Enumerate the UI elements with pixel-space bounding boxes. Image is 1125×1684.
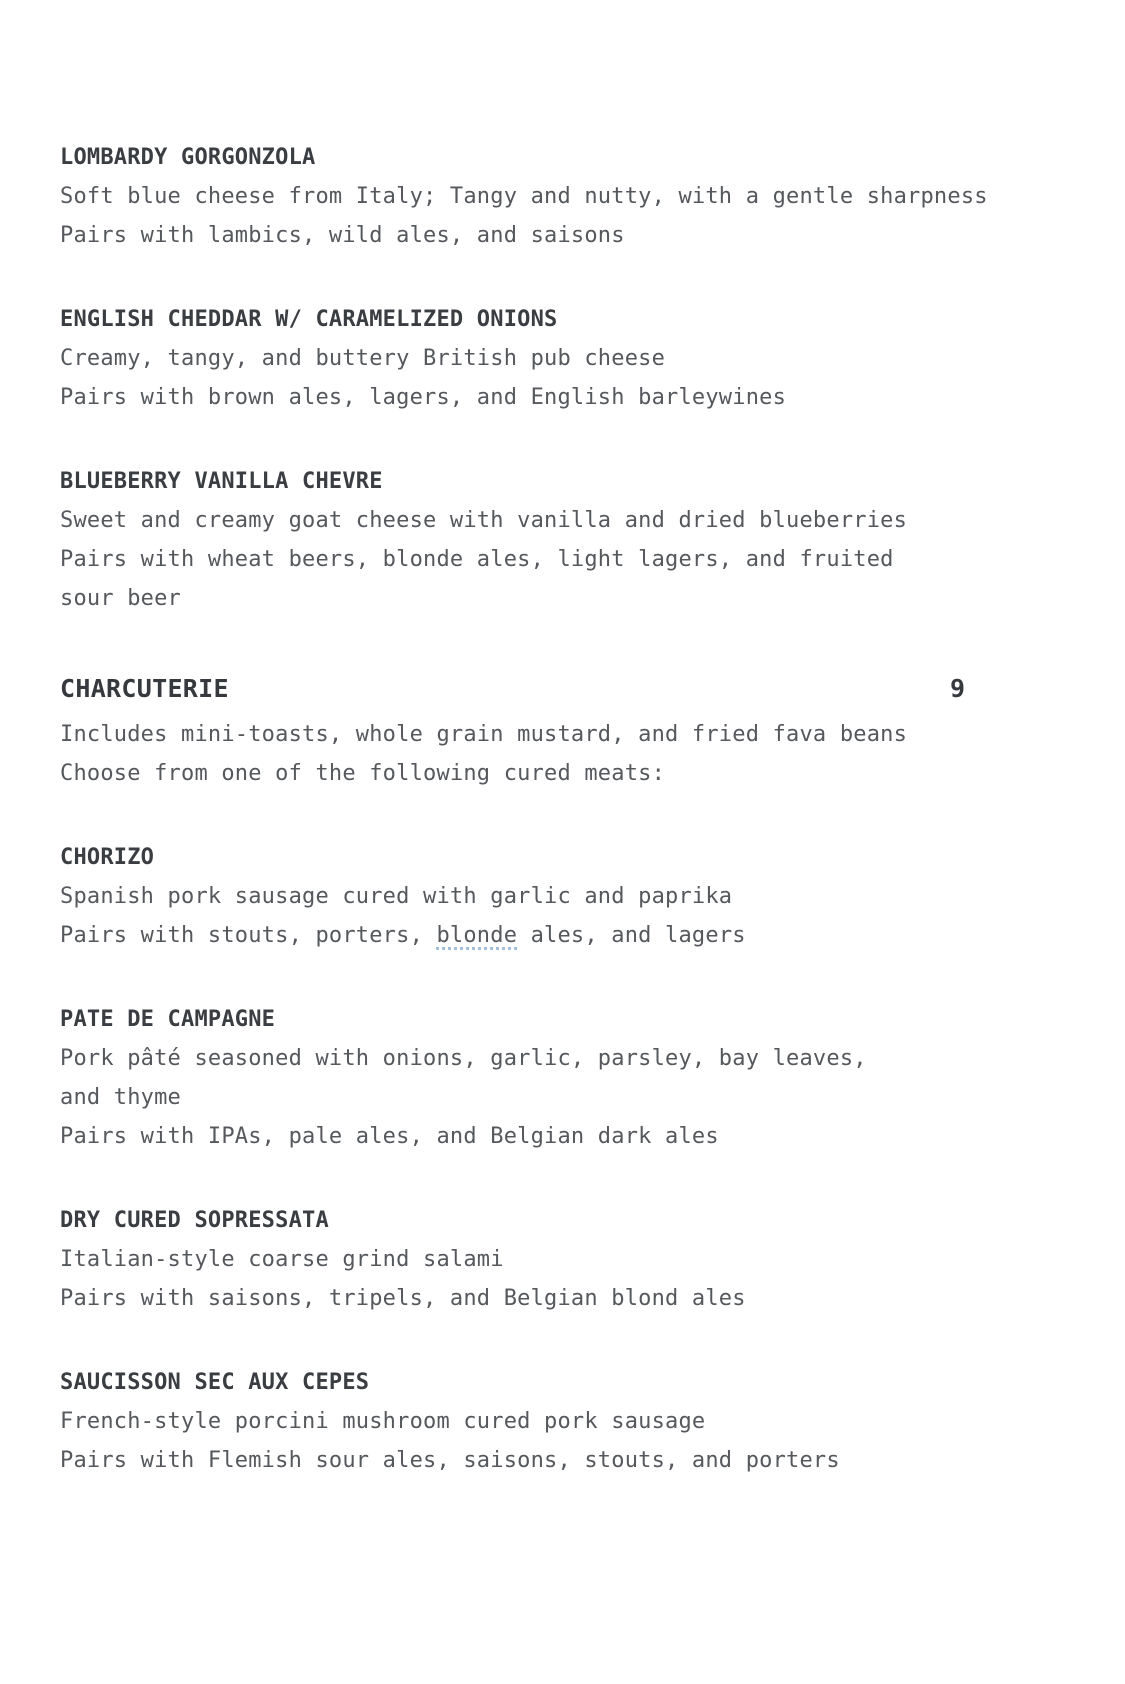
- section-header: [60, 663, 1065, 715]
- menu-item: [60, 1363, 1065, 1480]
- menu-item-line: and thyme: [60, 1085, 182, 1110]
- menu-item-line-text: ales, and lagers: [517, 923, 746, 948]
- menu-item-line: Pairs with saisons, tripels, and Belgian blond ales: [60, 1286, 746, 1311]
- menu-item-line: Pork pâté seasoned with onions, garlic, parsley, bay leaves,: [60, 1046, 867, 1071]
- menu-item-line: Pairs with lambics, wild ales, and saisons: [60, 223, 625, 248]
- menu-item-line: Spanish pork sausage cured with garlic and paprika: [60, 884, 733, 909]
- menu-item-title: PATE DE CAMPAGNE: [60, 1007, 276, 1032]
- menu-item: [60, 1000, 1065, 1156]
- cheese-items-list: [60, 138, 1065, 618]
- menu-item-line: sour beer: [60, 586, 182, 611]
- charcuterie-items-list: [60, 838, 1065, 1480]
- menu-item-line: Soft blue cheese from Italy; Tangy and nutty, with a gentle sharpness: [60, 184, 988, 209]
- spellcheck-underlined-word[interactable]: blonde: [436, 923, 518, 948]
- menu-item-title: LOMBARDY GORGONZOLA: [60, 145, 316, 170]
- menu-item-line: Creamy, tangy, and buttery British pub cheese: [60, 346, 666, 371]
- menu-item-line: Pairs with Flemish sour ales, saisons, stouts, and porters: [60, 1448, 840, 1473]
- section-description-line: Choose from one of the following cured meats:: [60, 761, 666, 786]
- menu-item-line: Sweet and creamy goat cheese with vanilla and dried blueberries: [60, 508, 908, 533]
- menu-item: [60, 1201, 1065, 1318]
- menu-item-title: SAUCISSON SEC AUX CEPES: [60, 1370, 370, 1395]
- menu-item: [60, 462, 1065, 618]
- menu-item-line: French-style porcini mushroom cured pork sausage: [60, 1409, 706, 1434]
- section-description-line: Includes mini-toasts, whole grain mustard, and fried fava beans: [60, 722, 908, 747]
- section-price: 9: [949, 674, 965, 703]
- menu-item-title: CHORIZO: [60, 845, 155, 870]
- menu-item: [60, 138, 1065, 255]
- menu-item-line: Pairs with brown ales, lagers, and English barleywines: [60, 385, 787, 410]
- menu-item-title: BLUEBERRY VANILLA CHEVRE: [60, 469, 383, 494]
- menu-item-title: DRY CURED SOPRESSATA: [60, 1208, 329, 1233]
- menu-item-title: ENGLISH CHEDDAR W/ CARAMELIZED ONIONS: [60, 307, 558, 332]
- menu-item: [60, 838, 1065, 955]
- menu-item-line: Italian-style coarse grind salami: [60, 1247, 504, 1272]
- section-title: CHARCUTERIE: [60, 674, 229, 703]
- menu-item: [60, 300, 1065, 417]
- menu-item-line: [60, 916, 1065, 955]
- menu-item-line-text: Pairs with stouts, porters,: [60, 923, 437, 948]
- menu-item-line: Pairs with wheat beers, blonde ales, light lagers, and fruited: [60, 547, 894, 572]
- menu-item-line: Pairs with IPAs, pale ales, and Belgian dark ales: [60, 1124, 719, 1149]
